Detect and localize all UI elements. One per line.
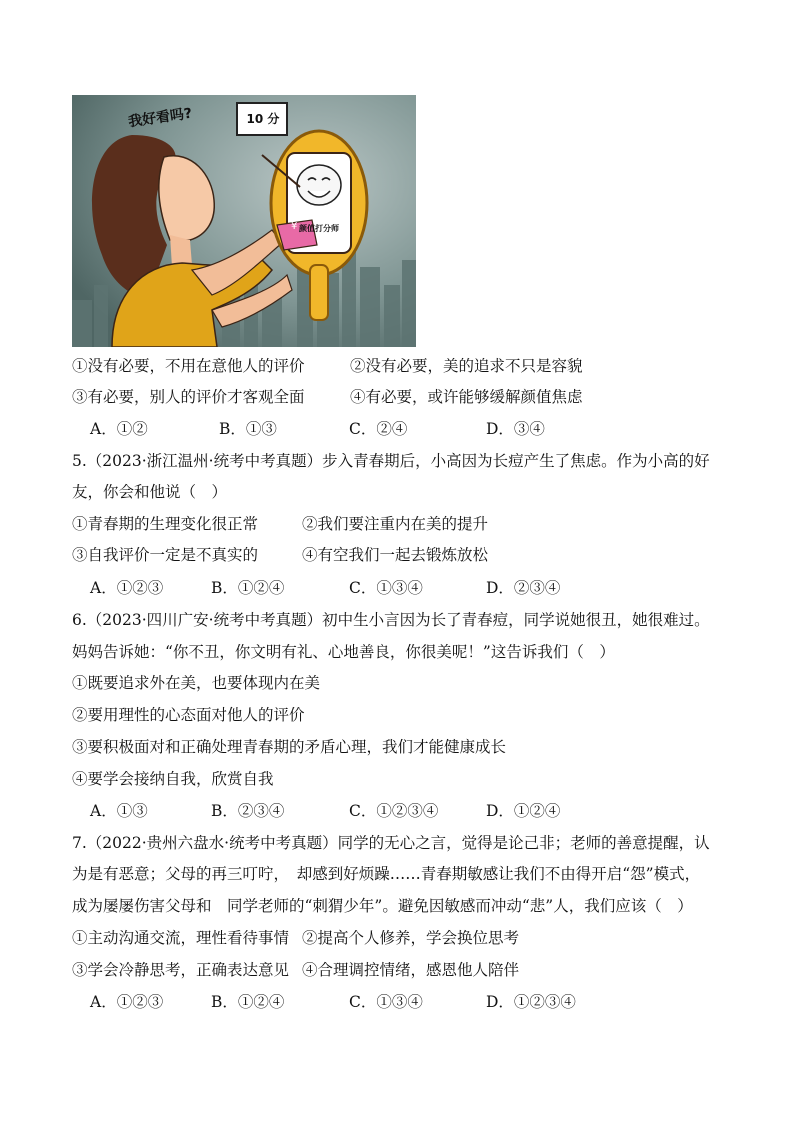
q5-statement-2: ②我们要注重内在美的提升 xyxy=(302,515,489,533)
speech-text: 我好看吗? xyxy=(127,105,194,131)
q6-statement-4: ④要学会接纳自我，欣赏自我 xyxy=(72,770,274,788)
q6-statement-2: ②要用理性的心态面对他人的评价 xyxy=(72,706,305,724)
q7-option-c[interactable]: C．①③④ xyxy=(349,993,423,1011)
q7-stem-line-3: 成为屡屡伤害父母和 同学老师的“刺猬少年”。避免因敏感而冲动“悲”人，我们应该（ ） xyxy=(72,897,693,915)
q5-statement-1: ①青春期的生理变化很正常 xyxy=(72,515,259,533)
q4-option-c[interactable]: C．②④ xyxy=(349,420,408,438)
q6-stem-line-1: 6.（2023·四川广安·统考中考真题）初中生小言因为长了青春痘，同学说她很丑，她很难过。 xyxy=(72,611,710,629)
q4-statement-3: ③有必要，别人的评价才客观全面 xyxy=(72,388,305,406)
q7-stem-line-2: 为是有恶意；父母的再三叮咛， 却感到好烦躁……青春期敏感让我们不由得开启“怨”模式， xyxy=(72,865,701,883)
q6-option-c[interactable]: C．①②③④ xyxy=(349,802,439,820)
q7-stem-line-1: 7.（2022·贵州六盘水·统考中考真题）同学的无心之言，觉得是论己非；老师的善意提醒，认 xyxy=(72,834,710,852)
q5-option-c[interactable]: C．①③④ xyxy=(349,579,423,597)
q4-option-b[interactable]: B．①③ xyxy=(219,420,277,438)
q6-statement-3: ③要积极面对和正确处理青春期的矛盾心理，我们才能健康成长 xyxy=(72,738,507,756)
q7-statement-3: ③学会冷静思考，正确表达意见 xyxy=(72,961,290,979)
q6-stem-line-2: 妈妈告诉她：“你不丑，你文明有礼、心地善良，你很美呢！”这告诉我们（ ） xyxy=(72,643,615,661)
q5-stem-line-1: 5.（2023·浙江温州·统考中考真题）步入青春期后，小高因为长痘产生了焦虑。作为小高的好 xyxy=(72,452,710,470)
q4-statement-4: ④有必要，或许能够缓解颜值焦虑 xyxy=(350,388,583,406)
q7-statement-2: ②提高个人修养，学会换位思考 xyxy=(302,929,520,947)
q4-statement-2: ②没有必要，美的追求不只是容貌 xyxy=(350,357,583,375)
q5-statement-4: ④有空我们一起去锻炼放松 xyxy=(302,546,489,564)
q6-option-d[interactable]: D．①②④ xyxy=(486,802,561,820)
q5-stem-line-2: 友，你会和他说（ ） xyxy=(72,483,228,501)
q7-statement-1: ①主动沟通交流，理性看待事情 xyxy=(72,929,290,947)
q5-option-d[interactable]: D．②③④ xyxy=(486,579,561,597)
q7-statement-4: ④合理调控情绪，感恩他人陪伴 xyxy=(302,961,520,979)
q7-option-d[interactable]: D．①②③④ xyxy=(486,993,576,1011)
mirror-label-text: 颜值打分师 xyxy=(299,224,339,233)
q6-option-b[interactable]: B．②③④ xyxy=(211,802,285,820)
q4-option-a[interactable]: A．①② xyxy=(90,420,148,438)
q5-statement-3: ③自我评价一定是不真实的 xyxy=(72,546,259,564)
cartoon-illustration xyxy=(72,95,416,347)
q4-option-d[interactable]: D．③④ xyxy=(486,420,545,438)
q6-option-a[interactable]: A．①③ xyxy=(90,802,148,820)
q5-option-b[interactable]: B．①②④ xyxy=(211,579,285,597)
q7-option-b[interactable]: B．①②④ xyxy=(211,993,285,1011)
q6-statement-1: ①既要追求外在美，也要体现内在美 xyxy=(72,674,321,692)
money-symbol: ¥ xyxy=(291,221,298,232)
q4-statement-1: ①没有必要，不用在意他人的评价 xyxy=(72,357,305,375)
q7-option-a[interactable]: A．①②③ xyxy=(90,993,164,1011)
score-sign-text: 10 分 xyxy=(246,112,280,126)
q5-option-a[interactable]: A．①②③ xyxy=(90,579,164,597)
